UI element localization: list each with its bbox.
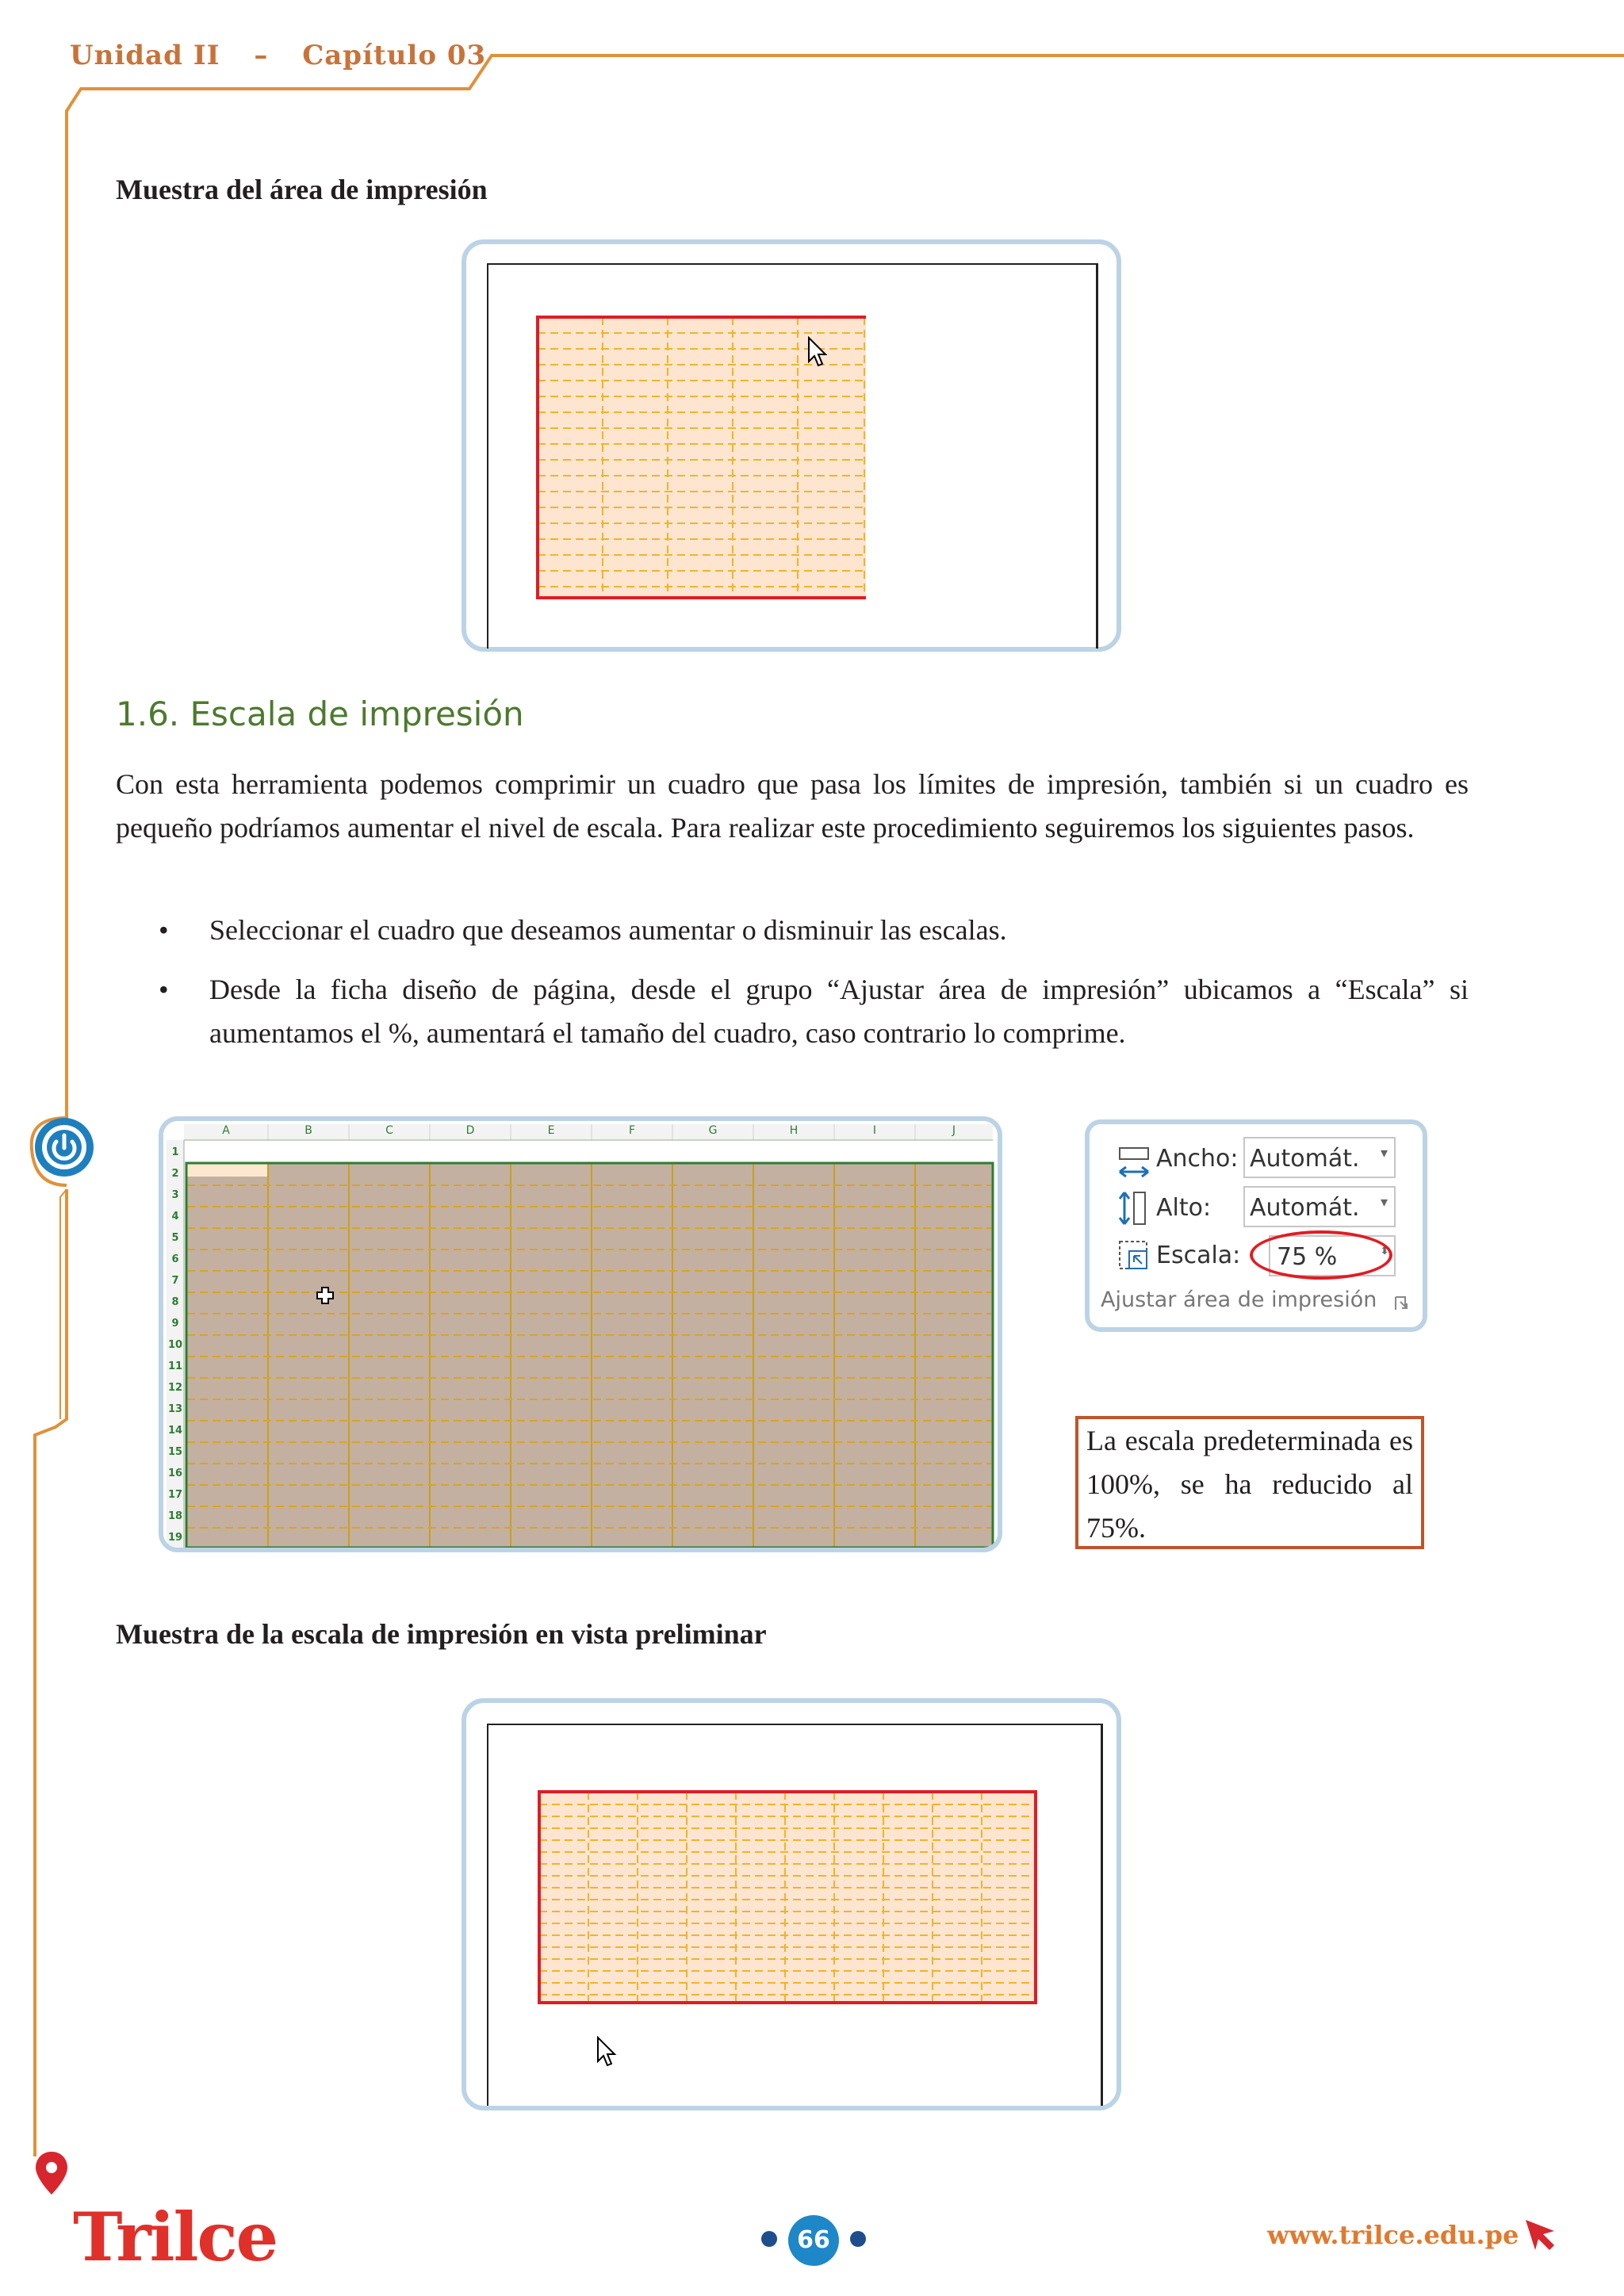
column-header[interactable]: G — [708, 1124, 718, 1137]
height-icon — [1116, 1189, 1151, 1227]
dialog-launcher-icon[interactable] — [1394, 1295, 1410, 1311]
header-dash: – — [254, 40, 269, 71]
chevron-down-icon[interactable]: ▾ — [1380, 1145, 1388, 1161]
dot-left-icon — [761, 2231, 777, 2247]
footer-url[interactable]: www.trilce.edu.pe — [1267, 2220, 1519, 2250]
unit-label: Unidad II — [70, 40, 220, 71]
dot-right-icon — [850, 2231, 866, 2247]
section-heading — [116, 695, 524, 733]
section-title: Escala de impresión — [190, 695, 524, 733]
mouse-cursor-icon — [596, 2036, 617, 2068]
spin-arrows-icon[interactable]: ⬍ — [1380, 1245, 1389, 1257]
bullet-list — [159, 909, 1469, 1055]
page-number: 66 — [788, 2215, 839, 2266]
ribbon-scale-group — [1085, 1119, 1427, 1332]
row-header[interactable]: 2 — [171, 1168, 179, 1180]
scale-value: 75 % — [1277, 1243, 1338, 1271]
brand-logo: Trilce — [73, 2198, 278, 2276]
row-headers — [167, 1142, 184, 1548]
row-header[interactable]: 18 — [167, 1510, 183, 1522]
row-header[interactable]: 17 — [167, 1489, 183, 1501]
row-header[interactable]: 1 — [171, 1146, 179, 1158]
scale-label: Escala: — [1156, 1242, 1241, 1269]
row-header[interactable]: 13 — [167, 1403, 183, 1415]
column-header[interactable]: C — [385, 1124, 393, 1137]
mouse-cursor-icon — [807, 336, 828, 368]
width-value: Automát. — [1250, 1145, 1360, 1173]
column-header[interactable]: J — [952, 1124, 956, 1137]
bullet-text: Seleccionar el cuadro que deseamos aumentar o disminuir las escalas. — [209, 914, 1007, 946]
row-header[interactable]: 15 — [167, 1446, 183, 1458]
print-preview-1 — [462, 239, 1121, 652]
pointer-arrow-icon — [1522, 2217, 1559, 2253]
header — [70, 40, 486, 71]
location-pin-icon — [33, 2150, 70, 2196]
row-header[interactable]: 10 — [167, 1339, 183, 1351]
sample2-title: Muestra de la escala de impresión en vista preliminar — [116, 1618, 767, 1650]
intro-paragraph: Con esta herramienta podemos comprimir un cuadro que pasa los límites de impresión, también si un cuadro es pequeño podríamos aumentar el nivel de escala. Para realizar este procedimiento seguiremos los siguientes pasos. — [116, 768, 1469, 844]
scale-highlight-ellipse — [1250, 1230, 1392, 1280]
row-header[interactable]: 12 — [167, 1382, 183, 1394]
ribbon-group-label: Ajustar área de impresión — [1101, 1288, 1377, 1312]
row-header[interactable]: 16 — [167, 1468, 183, 1479]
width-label: Ancho: — [1156, 1145, 1239, 1173]
note-box: La escala predeterminada es 100%, se ha reducido al 75%. — [1075, 1416, 1424, 1549]
row-header[interactable]: 14 — [167, 1425, 183, 1437]
print-area-2 — [538, 1790, 1037, 2004]
list-item — [159, 968, 1469, 1055]
row-header[interactable]: 5 — [171, 1232, 179, 1244]
column-header[interactable]: B — [304, 1124, 312, 1137]
bullet-dot: • — [159, 974, 169, 1005]
list-item — [159, 909, 1469, 952]
column-header[interactable]: E — [547, 1124, 555, 1137]
sample1-title: Muestra del área de impresión — [116, 174, 488, 205]
row-header[interactable]: 3 — [171, 1189, 179, 1201]
row-header[interactable]: 9 — [171, 1318, 179, 1330]
height-label: Alto: — [1156, 1194, 1212, 1222]
spreadsheet-grid — [163, 1121, 998, 1548]
row-header[interactable]: 4 — [171, 1211, 179, 1223]
print-preview-2 — [462, 1698, 1121, 2110]
width-select[interactable] — [1243, 1137, 1396, 1178]
column-header[interactable]: D — [465, 1124, 475, 1137]
page-number-badge — [758, 2215, 869, 2263]
bullet-dot: • — [159, 914, 169, 946]
column-header[interactable]: H — [789, 1124, 799, 1137]
row-header[interactable]: 6 — [171, 1253, 179, 1265]
chevron-down-icon[interactable]: ▾ — [1380, 1194, 1388, 1211]
column-header[interactable]: F — [628, 1124, 636, 1137]
power-icon — [35, 1118, 94, 1177]
scale-icon — [1116, 1238, 1151, 1273]
height-value: Automát. — [1250, 1194, 1360, 1222]
column-header[interactable]: A — [222, 1124, 230, 1137]
bullet-text: Desde la ficha diseño de página, desde el grupo “Ajustar área de impresión” ubicamos a “Escala” si aumentamos el %, aumentará el tamaño del cuadro, caso contrario lo comprime. — [209, 974, 1469, 1049]
width-icon — [1116, 1145, 1151, 1181]
height-select[interactable] — [1243, 1186, 1396, 1227]
row-header[interactable]: 11 — [167, 1360, 183, 1372]
cell-cursor-icon — [316, 1286, 335, 1305]
column-header[interactable]: I — [872, 1124, 877, 1137]
row-header[interactable]: 8 — [171, 1296, 179, 1308]
section-number: 1.6. — [116, 695, 180, 733]
spreadsheet-screenshot — [159, 1116, 1002, 1552]
chapter-label: Capítulo 03 — [302, 40, 487, 71]
row-header[interactable]: 19 — [167, 1532, 183, 1544]
column-headers — [184, 1124, 993, 1140]
row-header[interactable]: 7 — [171, 1275, 179, 1287]
